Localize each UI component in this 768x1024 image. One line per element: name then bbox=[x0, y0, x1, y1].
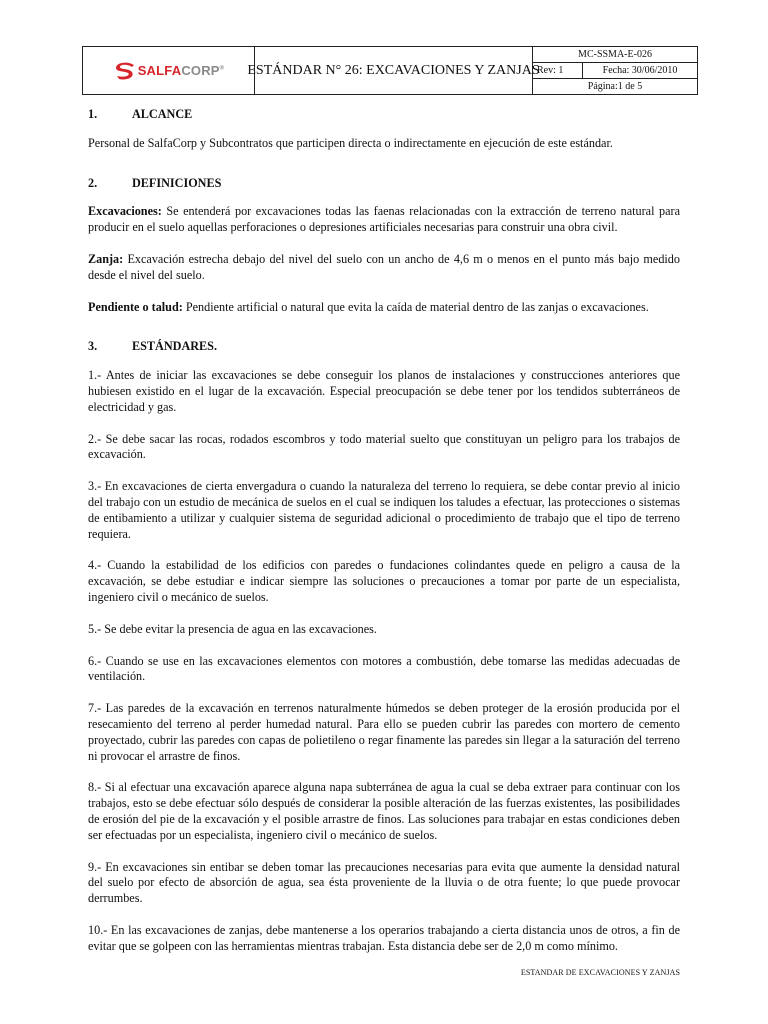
salfacorp-logo: SALFACORP® bbox=[113, 61, 225, 81]
standard-item-1: 1.- Antes de iniciar las excavaciones se debe conseguir los planos de instalaciones y construcciones anteriores que hubiesen existido en el lugar de la excavación. Especial preocupación se debe tener por los tendidos subterráneos de electricidad y gas. bbox=[88, 368, 680, 414]
logo-salfa-text: SALFA bbox=[137, 63, 182, 78]
definition-zanja: Zanja: Excavación estrecha debajo del nivel del suelo con un ancho de 4,6 m o menos en el punto más bajo medido desde el nivel del suelo. bbox=[88, 251, 680, 282]
standard-item-3: 3.- En excavaciones de cierta envergadura o cuando la naturaleza del terreno lo requiera, se debe contar previo al inicio del trabajo con un estudio de mecánica de suelos en el cual se indiquen los taludes a efectuar, las protecciones o sistemas de entibamiento a utilizar y cualquier sistema de seguridad adicional o procedimiento de trabajo que el tipo de terreno requiera. bbox=[88, 479, 680, 541]
document-body bbox=[88, 107, 680, 954]
document-title: ESTÁNDAR N° 26: EXCAVACIONES Y ZANJAS bbox=[255, 47, 533, 94]
document-date: Fecha: 30/06/2010 bbox=[602, 65, 678, 76]
section-heading-alcance: 1. ALCANCE bbox=[88, 107, 193, 121]
document-meta bbox=[533, 47, 697, 94]
document-header bbox=[82, 46, 698, 95]
page-footer: ESTANDAR DE EXCAVACIONES Y ZANJAS bbox=[520, 968, 680, 977]
alcance-paragraph: Personal de SalfaCorp y Subcontratos que participen directa o indirectamente en ejecución de este estándar. bbox=[88, 135, 613, 150]
logo-corp-text: CORP bbox=[181, 63, 220, 78]
standard-item-4: 4.- Cuando la estabilidad de los edificios con paredes o fundaciones colindantes quede en peligro a causa de la excavación, se debe estudiar e indicar siempre las soluciones o precauciones a tomar por parte de un especialista, ingeniero civil o mecánico de suelos. bbox=[88, 558, 680, 604]
standard-item-7: 7.- Las paredes de la excavación en terrenos naturalmente húmedos se deben proteger de la erosión producida por el resecamiento del terreno al perder humedad natural. Para ello se pueden cubrir las paredes con mortero de cemento proyectado, cubrir las paredes con capas de polietileno o regar finamente las paredes sin llegar a la saturación del terreno ni provocar el arrastre de finos. bbox=[88, 701, 680, 763]
logo-cell bbox=[83, 47, 255, 94]
salfacorp-swoosh-icon bbox=[113, 61, 137, 81]
standard-item-9: 9.- En excavaciones sin entibar se deben tomar las precauciones necesarias para evita que aumente la densidad natural del suelo por efecto de absorción de agua, sea ésta proveniente de la lluvia o de otra fuente; lo que puede provocar derrumbes. bbox=[88, 859, 680, 906]
document-page-number: Página:1 de 5 bbox=[533, 78, 697, 94]
document-code: MC-SSMA-E-026 bbox=[578, 49, 652, 60]
standard-item-10: 10.- En las excavaciones de zanjas, debe mantenerse a los operarios trabajando a cierta distancia unos de otros, a fin de evitar que se golpeen con las herramientas mientras trabajan. Esta distancia debe ser de 2,0 m como mínimo. bbox=[88, 922, 680, 953]
definition-pendiente: Pendiente o talud: Pendiente artificial o natural que evita la caída de material dentro de las zanjas o excavaciones. bbox=[88, 299, 649, 314]
definition-excavaciones: Excavaciones: Se entenderá por excavaciones todas las faenas relacionadas con la extracción de terreno natural para producir en el suelo aquellas perforaciones o depresiones artificiales necesarias para construir una obra civil. bbox=[88, 204, 680, 235]
standard-item-8: 8.- Si al efectuar una excavación aparece alguna napa subterránea de agua la cual se deba extraer para continuar con los trabajos, esto se debe efectuar sólo después de considerar la posible alteración de las fuerzas existentes, las posibilidades de erosión del pie de la excavación y el posible arrastre de finos. Las soluciones para trabajar en estas condiciones deben ser efectuadas por un especialista, ingeniero civil o mecánico de suelos. bbox=[88, 780, 680, 842]
standard-item-6: 6.- Cuando se use en las excavaciones elementos con motores a combustión, debe tomarse las medidas adecuadas de ventilación. bbox=[88, 653, 680, 684]
standard-item-5: 5.- Se debe evitar la presencia de agua en las excavaciones. bbox=[88, 621, 377, 636]
section-heading-definiciones: 2. DEFINICIONES bbox=[88, 175, 222, 190]
section-heading-estandares: 3. ESTÁNDARES. bbox=[88, 339, 217, 354]
document-revision: Rev: 1 bbox=[533, 63, 583, 78]
standard-item-2: 2.- Se debe sacar las rocas, rodados escombros y todo material suelto que constituyan un peligro para los trabajos de excavación. bbox=[88, 431, 680, 462]
